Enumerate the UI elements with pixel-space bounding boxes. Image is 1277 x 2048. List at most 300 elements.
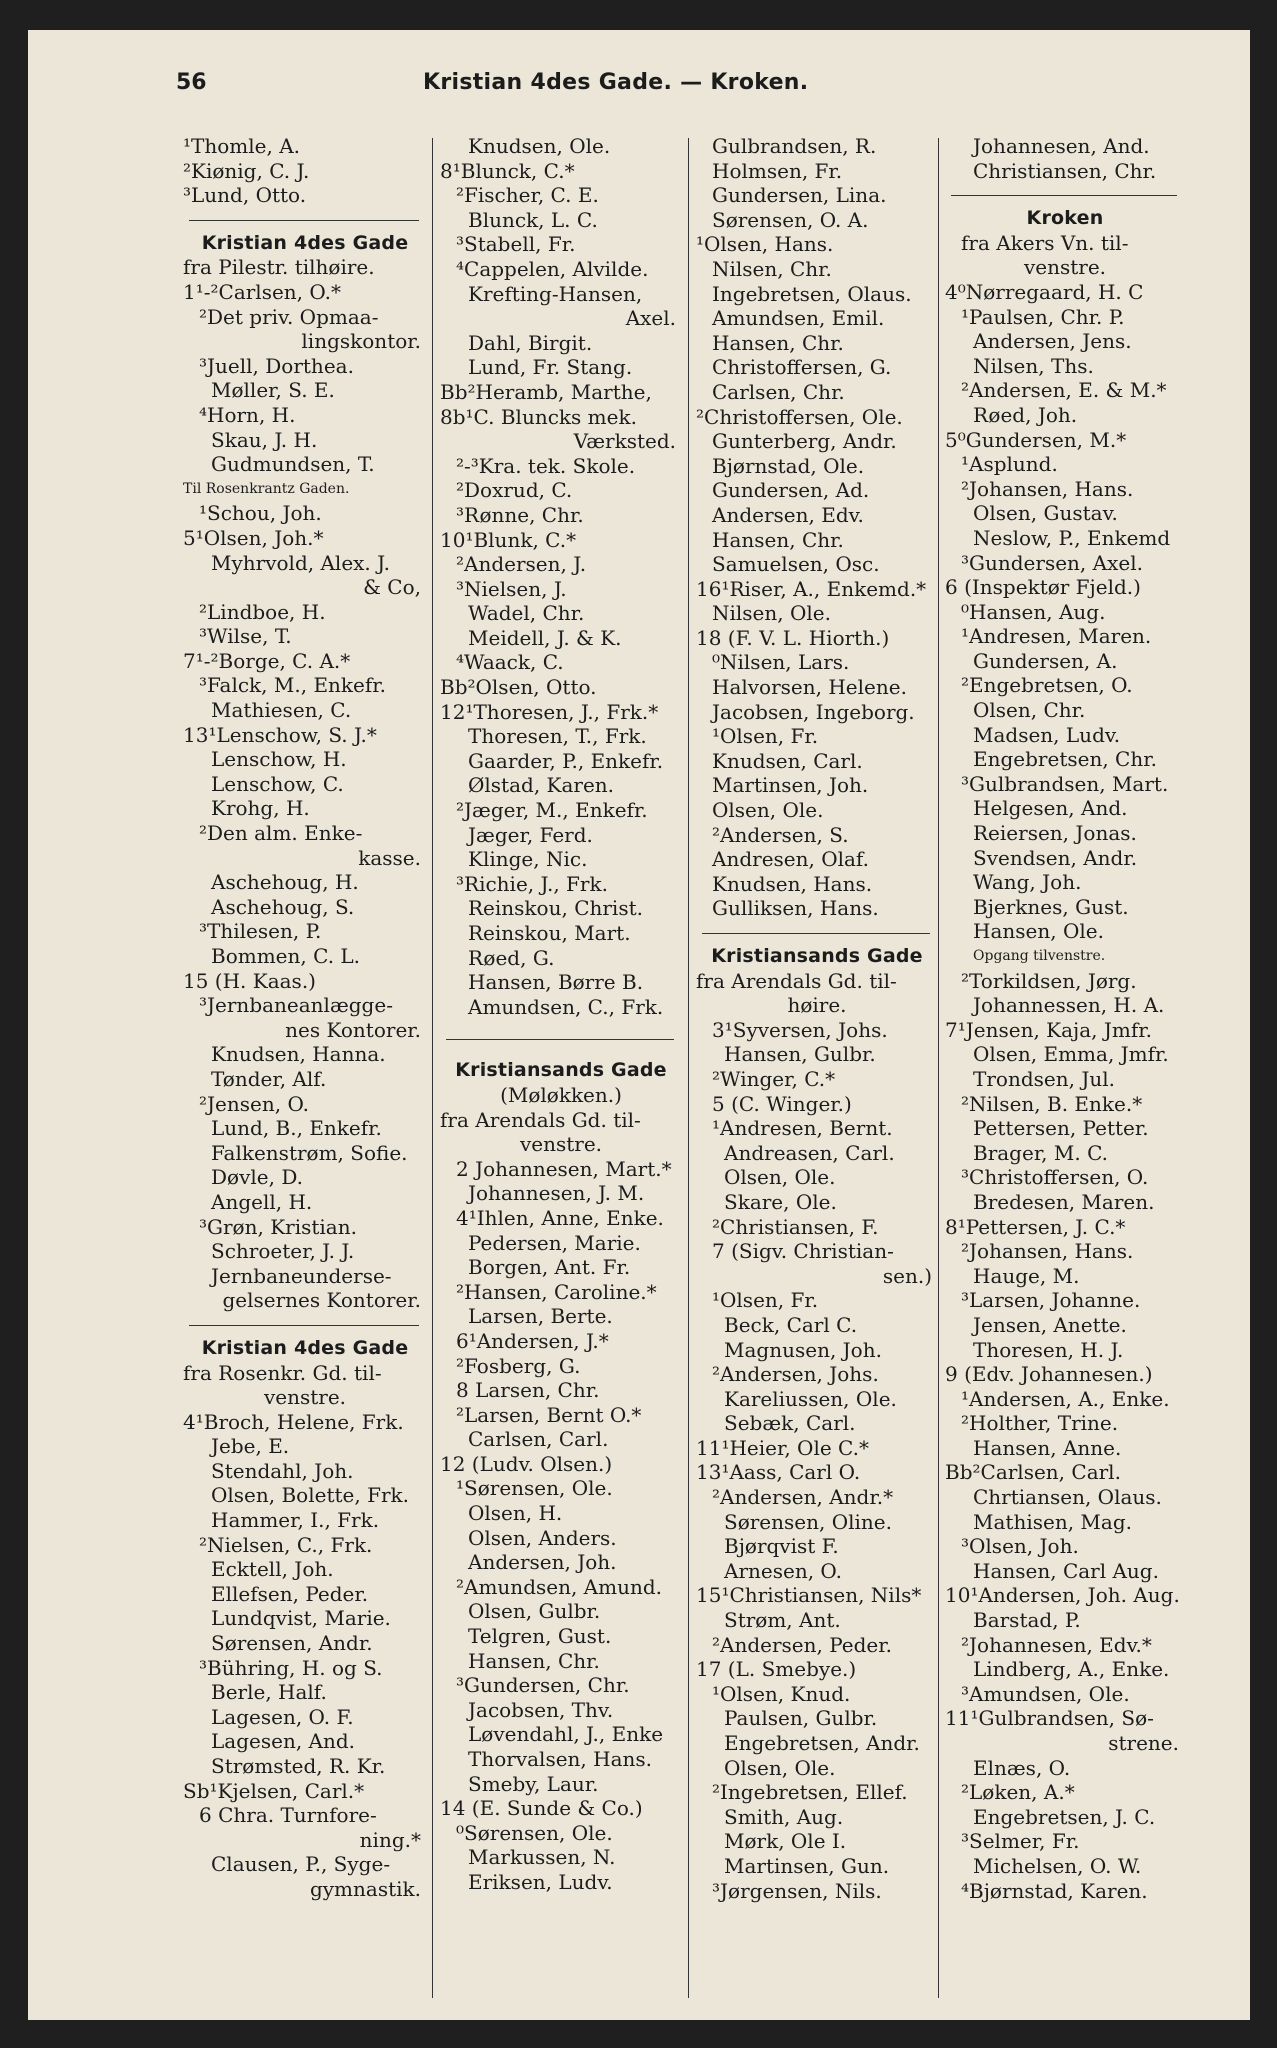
directory-entry: Elnæs, O. [973,1755,1071,1780]
street-heading: Kristian 4des Gade [201,1336,409,1359]
directory-entry: ning.* [359,1827,421,1852]
directory-entry: Olsen, Emma, Jmfr. [973,1042,1169,1067]
directory-entry: Krefting-Hansen, [468,281,643,306]
directory-entry: 8 Larsen, Chr. [456,1378,600,1403]
directory-entry: ³Rønne, Chr. [456,502,584,527]
directory-entry: 15 (H. Kaas.) [183,968,316,993]
directory-entry: ³Nielsen, J. [456,576,567,601]
directory-entry: Hammer, I., Frk. [211,1508,380,1533]
directory-entry: ¹Andersen, A., Enke. [961,1386,1170,1411]
directory-entry: Lund, B., Enkefr. [211,1116,382,1141]
directory-entry: Jebe, E. [211,1434,290,1459]
column-3 [696,134,938,1903]
directory-entry: Samuelsen, Osc. [712,552,880,577]
directory-entry: Andresen, Olaf. [712,847,869,872]
directory-entry: Carlsen, Carl. [468,1427,609,1452]
directory-entry: ³Wilse, T. [199,624,292,649]
directory-entry: 17 (L. Smebye.) [696,1657,857,1682]
directory-entry: 4⁰Nørregaard, H. C [945,279,1144,304]
directory-entry: Sb¹Kjelsen, Carl.* [183,1778,365,1803]
directory-entry: Berle, Half. [211,1680,327,1705]
directory-entry: Mathisen, Mag. [973,1509,1132,1534]
directory-entry: Jæger, Ferd. [468,822,593,847]
directory-entry: Mathiesen, C. [211,698,352,723]
directory-entry: Ingebretsen, Olaus. [712,281,912,306]
directory-entry: Hansen, Carl Aug. [973,1558,1159,1583]
directory-entry: fra Rosenkr. Gd. til- [183,1360,382,1385]
directory-entry: Klinge, Nic. [468,847,588,872]
directory-entry: Engebretsen, J. C. [973,1804,1156,1829]
directory-entry: Beck, Carl C. [724,1312,858,1337]
directory-entry: Olsen, Chr. [973,698,1086,723]
directory-entry: Hansen, Chr. [712,330,844,355]
directory-entry: (Møløkken.) [500,1082,622,1107]
directory-entry: ³Gulbrandsen, Mart. [961,771,1169,796]
directory-entry: Michelsen, O. W. [973,1853,1142,1878]
directory-entry: Falkenstrøm, Sofie. [211,1140,408,1165]
directory-entry: 2 Johannesen, Mart.* [456,1156,672,1181]
spacer [440,1019,682,1027]
directory-entry: ²Johannesen, Edv.* [961,1632,1152,1657]
directory-entry: Carlsen, Chr. [712,379,845,404]
section-rule [702,933,930,934]
directory-entry: ²Lindboe, H. [199,599,326,624]
directory-entry: Olsen, Ole. [724,1165,836,1190]
directory-entry: ¹Sørensen, Ole. [456,1476,613,1501]
directory-entry: Barstad, P. [973,1608,1081,1633]
directory-entry: Amundsen, Emil. [712,306,885,331]
column-2 [440,134,682,1895]
directory-entry: ²Johansen, Hans. [961,476,1134,501]
directory-entry: ⁴Horn, H. [199,402,296,427]
directory-entry: 4¹Ihlen, Anne, Enke. [456,1205,664,1230]
directory-entry: venstre. [1023,255,1107,280]
directory-entry: ²Andersen, S. [712,822,849,847]
directory-entry: Røed, G. [468,945,555,970]
directory-entry: 5⁰Gundersen, M.* [945,427,1127,452]
directory-entry: Arnesen, O. [724,1558,842,1583]
directory-entry: Johannesen, And. [973,134,1150,158]
directory-entry: Sørensen, Andr. [211,1631,373,1656]
directory-entry: ³Larsen, Johanne. [961,1288,1141,1313]
directory-entry: Hansen, Chr. [468,1648,600,1673]
directory-entry: 3¹Syversen, Johs. [712,1017,888,1042]
directory-entry: 8b¹C. Bluncks mek. [440,404,637,429]
directory-entry: Helgesen, And. [973,796,1128,821]
directory-entry: Dahl, Birgit. [468,330,593,355]
directory-entry: Aschehoug, H. [211,870,359,895]
directory-entry: Olsen, Gustav. [973,501,1118,526]
directory-entry: Pedersen, Marie. [468,1230,641,1255]
directory-entry: Møller, S. E. [211,378,335,403]
directory-entry: ²Jensen, O. [199,1091,310,1116]
directory-entry: Knudsen, Hans. [712,871,873,896]
directory-entry: Knudsen, Hanna. [211,1042,386,1067]
directory-entry: Gulliksen, Hans. [712,896,879,921]
directory-entry: Reiersen, Jonas. [973,821,1137,846]
directory-entry: 5¹Olsen, Joh.* [183,525,324,550]
directory-entry: 12¹Thoresen, J., Frk.* [440,699,659,724]
column-divider [938,138,939,1998]
column-4 [945,134,1185,1903]
directory-entry: 13¹Lenschow, S. J.* [183,722,377,747]
directory-entry: Hansen, Anne. [973,1435,1122,1460]
directory-entry: strene. [1108,1731,1179,1755]
directory-entry: Holmsen, Fr. [712,158,843,183]
directory-entry: ²Nielsen, C., Frk. [199,1532,373,1557]
directory-entry: ³Grøn, Kristian. [199,1214,357,1239]
directory-entry: Trondsen, Jul. [973,1066,1115,1091]
directory-entry: lingskontor. [301,329,421,354]
page-number: 56 [176,70,207,95]
directory-entry: Brager, M. C. [973,1140,1109,1165]
section-rule [189,1325,419,1326]
directory-entry: fra Arendals Gd. til- [696,968,897,993]
directory-entry: Neslow, P., Enkemd [973,525,1171,550]
directory-entry: fra Akers Vn. til- [961,230,1129,255]
directory-entry: Christiansen, Chr. [973,158,1157,183]
directory-entry: ¹Olsen, Knud. [712,1681,851,1706]
column-divider [688,138,689,1998]
directory-entry: Martinsen, Joh. [712,773,869,798]
directory-entry: ³Falck, M., Enkefr. [199,673,387,698]
directory-entry: Wadel, Chr. [468,601,585,626]
directory-entry: Krohg, H. [211,796,310,821]
directory-entry: ²Løken, A.* [961,1780,1075,1805]
directory-entry: Bb²Carlsen, Carl. [945,1460,1121,1485]
column-divider [432,138,433,1998]
directory-entry: 10¹Blunk, C.* [440,527,577,552]
directory-entry: Markussen, N. [468,1845,616,1870]
directory-entry: Meidell, J. & K. [468,625,622,650]
directory-entry: Olsen, H. [468,1501,563,1526]
directory-entry: Kareliussen, Ole. [724,1386,897,1411]
directory-entry: Lenschow, C. [211,771,344,796]
directory-entry: Engebretsen, Chr. [973,747,1157,772]
directory-entry: Pettersen, Petter. [973,1116,1149,1141]
directory-entry: ²Andersen, Andr.* [712,1485,894,1510]
directory-entry: ²Christiansen, F. [712,1214,879,1239]
directory-entry: Smith, Aug. [724,1804,844,1829]
directory-entry: Opgang tilvenstre. [973,948,1106,964]
directory-entry: Bjørnstad, Ole. [712,453,865,478]
directory-entry: Olsen, Bolette, Frk. [211,1483,409,1508]
directory-entry: Olsen, Anders. [468,1525,617,1550]
directory-entry: Andreasen, Carl. [724,1140,895,1165]
directory-entry: ²Larsen, Bernt O.* [456,1402,642,1427]
directory-entry: Johannessen, H. A. [973,993,1165,1018]
directory-entry: ³Jernbaneanlægge- [199,993,393,1018]
directory-entry: ²Engebretsen, O. [961,673,1133,698]
directory-entry: ¹Asplund. [961,452,1058,477]
directory-entry: Amundsen, C., Frk. [468,994,664,1019]
directory-entry: ²Andersen, Johs. [712,1362,879,1387]
directory-entry: Hansen, Gulbr. [724,1042,876,1067]
directory-entry: ¹Olsen, Hans. [696,232,834,257]
directory-entry: Døvle, D. [211,1165,304,1190]
directory-entry: Lenschow, H. [211,747,347,772]
directory-entry: 9 (Edv. Johannesen.) [945,1362,1153,1387]
directory-entry: 15¹Christiansen, Nils* [696,1583,922,1608]
directory-entry: Skare, Ole. [724,1189,837,1214]
directory-entry: Halvorsen, Helene. [712,675,907,700]
directory-entry: ²Den alm. Enke- [199,821,363,846]
running-title: Kristian 4des Gade. — Kroken. [423,70,809,95]
directory-entry: ⁰Hansen, Aug. [961,599,1106,624]
directory-entry: Jacobsen, Thv. [468,1697,614,1722]
directory-entry: Smeby, Laur. [468,1771,599,1796]
directory-entry: Myhrvold, Alex. J. [211,550,390,575]
directory-entry: Thoresen, T., Frk. [468,724,647,749]
directory-entry: Schroeter, J. J. [211,1239,355,1264]
directory-entry: Hansen, Chr. [712,527,844,552]
directory-entry: Hansen, Børre B. [468,970,644,995]
directory-entry: 6 (Inspektør Fjeld.) [945,575,1141,600]
directory-entry: venstre. [263,1385,347,1410]
directory-entry: ²Holther, Trine. [961,1411,1119,1436]
directory-entry: ²Ingebretsen, Ellef. [712,1780,908,1805]
directory-entry: Gudmundsen, T. [211,452,375,477]
directory-entry: Ellefsen, Peder. [211,1581,369,1606]
directory-entry: ¹Andresen, Bernt. [712,1116,893,1141]
directory-entry: Angell, H. [211,1189,313,1214]
directory-entry: Lagesen, O. F. [211,1704,354,1729]
directory-entry: fra Arendals Gd. til- [440,1107,641,1132]
directory-entry: ²Nilsen, B. Enke.* [961,1091,1143,1116]
directory-entry: Ølstad, Karen. [468,773,615,798]
directory-entry: 14 (E. Sunde & Co.) [440,1796,643,1821]
directory-entry: Paulsen, Gulbr. [724,1706,878,1731]
directory-entry: Johannesen, J. M. [468,1181,645,1206]
directory-entry: ³Gundersen, Axel. [961,550,1143,575]
directory-entry: 11¹Heier, Ole C.* [696,1435,869,1460]
directory-entry: ²Jæger, M., Enkefr. [456,798,648,823]
directory-entry: Sebæk, Carl. [724,1411,856,1436]
directory-entry: Christoffersen, G. [712,355,892,380]
directory-entry: ²Andersen, Peder. [712,1632,892,1657]
directory-entry: høire. [787,993,847,1018]
street-heading: Kristiansands Gade [455,1059,667,1082]
spacer [440,1050,682,1058]
directory-entry: Reinskou, Christ. [468,896,643,921]
directory-entry: 6¹Andersen, J.* [456,1328,609,1353]
directory-entry: Sørensen, Oline. [724,1509,892,1534]
directory-entry: ³Bühring, H. og S. [199,1655,383,1680]
directory-entry: gelsernes Kontorer. [222,1288,421,1313]
directory-entry: Strøm, Ant. [724,1608,841,1633]
directory-entry: ⁰Nilsen, Lars. [712,650,850,675]
section-rule [189,220,419,221]
directory-entry: kasse. [358,845,421,870]
directory-entry: ²Torkildsen, Jørg. [961,968,1137,993]
directory-entry: ³Thilesen, P. [199,919,322,944]
directory-entry: 7¹-²Borge, C. A.* [183,648,351,673]
directory-entry: ³Olsen, Joh. [961,1534,1079,1559]
directory-entry: Chrtiansen, Olaus. [973,1485,1162,1510]
directory-entry: Olsen, Ole. [724,1755,836,1780]
directory-entry: ³Juell, Dorthea. [199,353,354,378]
directory-entry: ³Selmer, Fr. [961,1829,1080,1854]
directory-entry: 7 (Sigv. Christian- [712,1239,894,1264]
directory-entry: Svendsen, Andr. [973,845,1138,870]
directory-entry: Hansen, Ole. [973,919,1104,944]
directory-entry: Andersen, Jens. [973,329,1132,354]
directory-entry: Hauge, M. [973,1263,1080,1288]
directory-entry: 12 (Ludv. Olsen.) [440,1451,613,1476]
directory-entry: Axel. [625,306,676,331]
directory-entry: Andersen, Edv. [712,502,864,527]
directory-entry: Thoresen, H. J. [973,1337,1124,1362]
directory-entry: 6 Chra. Turnfore- [199,1803,377,1828]
directory-entry: Jensen, Anette. [973,1312,1127,1337]
directory-entry: ²Fosberg, G. [456,1353,581,1378]
directory-entry: ³Gundersen, Chr. [456,1673,630,1698]
directory-entry: Gunterberg, Andr. [712,429,897,454]
directory-entry: ²Andersen, J. [456,552,587,577]
column-1 [183,134,427,1902]
directory-entry: 1¹-²Carlsen, O.* [183,279,341,304]
directory-entry: ²Johansen, Hans. [961,1239,1134,1264]
directory-entry: ¹Olsen, Fr. [712,1288,819,1313]
directory-entry: ¹Thomle, A. [183,134,300,158]
directory-entry: Bjørqvist F. [724,1534,839,1559]
directory-entry: Clausen, P., Syge- [211,1852,391,1877]
directory-entry: Lindberg, A., Enke. [973,1657,1170,1682]
directory-entry: Lundqvist, Marie. [211,1606,391,1631]
directory-entry: 8¹Blunck, C.* [440,158,575,183]
directory-entry: Bredesen, Maren. [973,1189,1155,1214]
directory-entry: 4¹Broch, Helene, Frk. [183,1409,404,1434]
directory-entry: Madsen, Ludv. [973,722,1121,747]
directory-entry: Jacobsen, Ingeborg. [712,699,915,724]
directory-entry: ⁴Bjørnstad, Karen. [961,1878,1148,1903]
directory-entry: Martinsen, Gun. [724,1853,890,1878]
directory-entry: 16¹Riser, A., Enkemd.* [696,576,927,601]
directory-entry: Røed, Joh. [973,402,1078,427]
directory-entry: Bjerknes, Gust. [973,894,1129,919]
directory-entry: Stendahl, Joh. [211,1458,354,1483]
directory-entry: Engebretsen, Andr. [724,1731,920,1755]
street-heading: Kristian 4des Gade [201,231,409,254]
directory-entry: ³Richie, J., Frk. [456,871,608,896]
directory-entry: ³Christoffersen, O. [961,1165,1149,1190]
directory-entry: ³Jørgensen, Nils. [712,1878,882,1903]
directory-entry: Gundersen, Ad. [712,478,870,503]
directory-entry: ³Amundsen, Ole. [961,1681,1130,1706]
section-rule [446,1039,674,1040]
directory-entry: 7¹Jensen, Kaja, Jmfr. [945,1017,1152,1042]
directory-entry: Lund, Fr. Stang. [468,355,633,380]
directory-entry: ¹Schou, Joh. [199,501,322,526]
directory-entry: ⁰Sørensen, Ole. [456,1820,613,1845]
directory-entry: Løvendahl, J., Enke [468,1722,664,1747]
directory-entry: 18 (F. V. L. Hiorth.) [696,625,890,650]
directory-entry: Strømsted, R. Kr. [211,1754,386,1778]
directory-entry: Aschehoug, S. [211,894,355,919]
directory-entry: Andersen, Joh. [468,1550,617,1575]
directory-entry: sen.) [882,1263,932,1288]
page-header [28,70,1250,110]
directory-entry: Borgen, Ant. Fr. [468,1255,631,1280]
directory-entry: Blunck, L. C. [468,207,598,232]
directory-entry: ⁴Waack, C. [456,650,564,675]
directory-entry: 13¹Aass, Carl O. [696,1460,861,1485]
directory-entry: Knudsen, Ole. [468,134,611,158]
directory-entry: 8¹Pettersen, J. C.* [945,1214,1126,1239]
directory-entry: ²Winger, C.* [712,1066,836,1091]
directory-entry: ³Stabell, Fr. [456,232,576,257]
directory-entry: Tønder, Alf. [211,1066,327,1091]
directory-entry: ²Det priv. Opmaa- [199,304,379,329]
directory-entry: Telgren, Gust. [468,1624,612,1649]
directory-entry: ¹Paulsen, Chr. P. [961,304,1125,329]
directory-entry: Olsen, Ole. [712,798,824,823]
directory-entry: Gaarder, P., Enkefr. [468,748,664,773]
directory-entry: Magnusen, Joh. [724,1337,882,1362]
directory-entry: Bommen, C. L. [211,944,361,968]
street-heading: Kristiansands Gade [711,945,923,967]
directory-entry: 11¹Gulbrandsen, Sø- [945,1706,1154,1731]
directory-entry: Til Rosenkrantz Gaden. [183,480,350,497]
directory-entry: 10¹Andersen, Joh. Aug. [945,1583,1180,1608]
directory-entry: Lagesen, And. [211,1729,356,1754]
directory-entry: Knudsen, Carl. [712,748,863,773]
directory-entry: ³Lund, Otto. [183,183,307,208]
directory-entry: Skau, J. H. [211,427,318,452]
directory-entry: Olsen, Gulbr. [468,1599,601,1624]
directory-entry: Larsen, Berte. [468,1304,613,1329]
directory-entry: ²Hansen, Caroline.* [456,1279,657,1304]
directory-entry: 5 (C. Winger.) [712,1091,852,1116]
directory-page [28,30,1250,2020]
directory-entry: Reinskou, Mart. [468,921,631,945]
directory-entry: ¹Olsen, Fr. [712,724,819,749]
directory-entry: gymnastik. [309,1876,421,1901]
directory-entry: Jernbaneunderse- [211,1263,392,1288]
directory-entry: ²-³Kra. tek. Skole. [456,453,636,478]
section-rule [951,195,1177,196]
directory-entry: & Co, [363,575,421,600]
directory-entry: Sørensen, O. A. [712,207,869,232]
directory-entry: Eriksen, Ludv. [468,1869,613,1894]
directory-entry: ²Andersen, E. & M.* [961,378,1167,403]
directory-entry: nes Kontorer. [285,1017,421,1042]
directory-entry: ¹Andresen, Maren. [961,624,1152,649]
directory-entry: Wang, Joh. [973,870,1082,895]
directory-entry: Ecktell, Joh. [211,1557,334,1582]
directory-entry: Bb²Olsen, Otto. [440,675,597,700]
directory-entry: ²Fischer, C. E. [456,183,599,208]
directory-entry: ⁴Cappelen, Alvilde. [456,256,649,281]
directory-entry: fra Pilestr. tilhøire. [183,255,375,280]
directory-entry: Gundersen, Lina. [712,183,887,208]
directory-entry: ²Christoffersen, Ole. [696,404,903,429]
directory-entry: Gulbrandsen, R. [712,134,877,158]
directory-entry: Værksted. [573,429,676,454]
directory-entry: ²Kiønig, C. J. [183,158,310,183]
directory-entry: Thorvalsen, Hans. [468,1747,653,1771]
directory-entry: Nilsen, Ths. [973,353,1094,378]
directory-entry: ²Doxrud, C. [456,478,573,503]
directory-entry: Gundersen, A. [973,648,1118,673]
directory-entry: Bb²Heramb, Marthe, [440,379,652,404]
directory-entry: venstre. [519,1132,603,1157]
directory-entry: Nilsen, Chr. [712,256,832,281]
street-heading: Kroken [1026,207,1104,230]
directory-entry: Mørk, Ole I. [724,1829,847,1854]
directory-entry: ²Amundsen, Amund. [456,1574,663,1599]
directory-entry: Nilsen, Ole. [712,601,831,626]
